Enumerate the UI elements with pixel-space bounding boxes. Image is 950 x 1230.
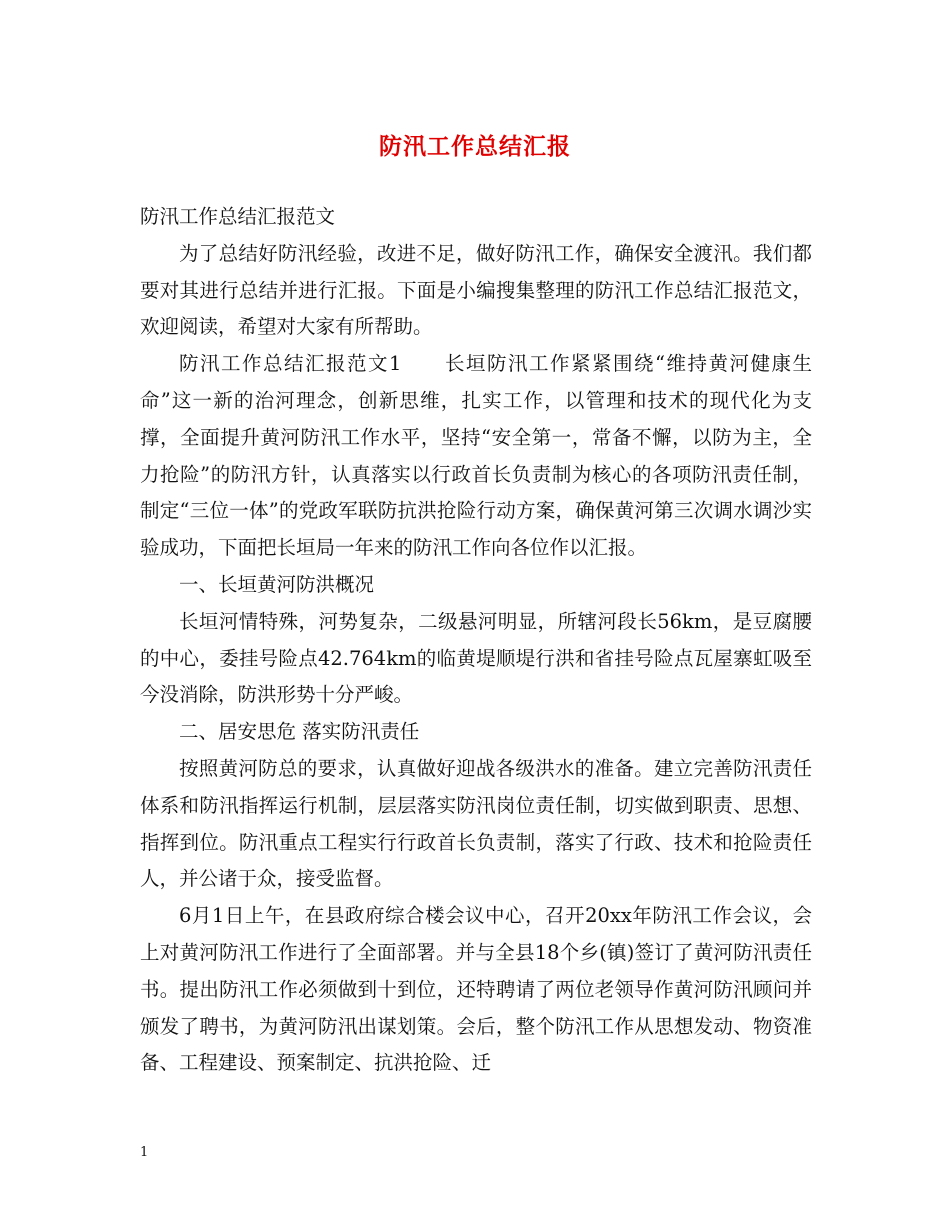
document-body [140,199,812,1082]
intro-paragraph: 为了总结好防汛经验，改进不足，做好防汛工作，确保安全渡汛。我们都要对其进行总结并进行汇报。下面是小编搜集整理的防汛工作总结汇报范文，欢迎阅读，希望对大家有所帮助。 [140,241,812,339]
page-number: 1 [140,1145,149,1160]
meeting-paragraph: 6月1日上午，在县政府综合楼会议中心，召开20xx年防汛工作会议，会上对黄河防汛工作进行了全面部署。并与全县18个乡(镇)签订了黄河防汛责任书。提出防汛工作必须做到十到位，还特聘请了两位老领导作黄河防汛顾问并颁发了聘书，为黄河防汛出谋划策。会后，整个防汛工作从思想发动、物资准备、工程建设、预案制定、抗洪抢险、迁 [140,904,812,1075]
sample-one-paragraph: 防汛工作总结汇报范文1 长垣防汛工作紧紧围绕“维持黄河健康生命”这一新的治河理念，创新思维，扎实工作，以管理和技术的现代化为支撑，全面提升黄河防汛工作水平，坚持“安全第一，常备不懈，以防为主，全力抢险”的防汛方针，认真落实以行政首长负责制为核心的各项防汛责任制，制定“三位一体”的党政军联防抗洪抢险行动方案，确保黄河第三次调水调沙实验成功，下面把长垣局一年来的防汛工作向各位作以汇报。 [140,352,812,560]
section-heading-responsibility: 二、居安思危 落实防汛责任 [179,720,420,744]
responsibility-paragraph: 按照黄河防总的要求，认真做好迎战各级洪水的准备。建立完善防汛责任体系和防汛指挥运行机制，层层落实防汛岗位责任制，切实做到职责、思想、指挥到位。防汛重点工程实行行政首长负责制，落实了行政、技术和抢险责任人，并公诸于众，接受监督。 [140,756,812,891]
document-subtitle: 防汛工作总结汇报范文 [140,205,336,228]
overview-paragraph: 长垣河情特殊，河势复杂，二级悬河明显，所辖河段长56km，是豆腐腰的中心，委挂号险点42.764km的临黄堤顺堤行洪和省挂号险点瓦屋寨虹吸至今没消除，防洪形势十分严峻。 [140,609,812,707]
document-title: 防汛工作总结汇报 [379,133,571,160]
section-heading-overview: 一、长垣黄河防洪概况 [179,572,375,596]
